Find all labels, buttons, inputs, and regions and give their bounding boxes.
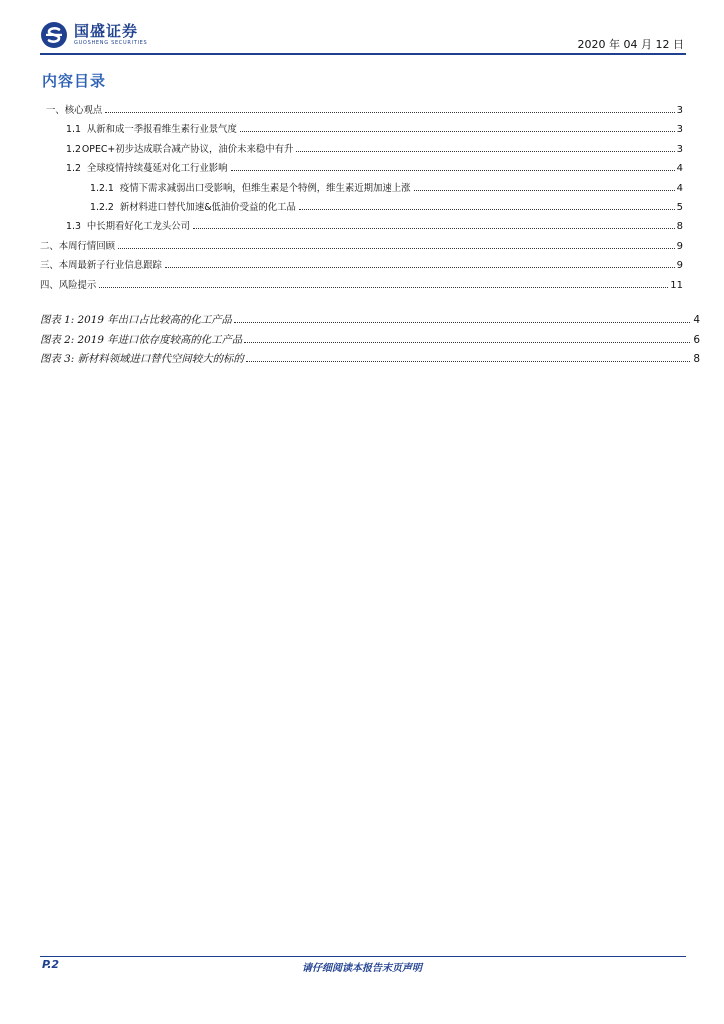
dot-leader xyxy=(414,190,675,191)
dot-leader xyxy=(244,342,690,343)
company-logo xyxy=(40,18,147,52)
dot-leader xyxy=(234,322,690,323)
toc-entry-page: 3 xyxy=(676,143,683,155)
toc-entry[interactable] xyxy=(40,218,683,237)
dot-leader xyxy=(165,267,675,268)
toc-entry-label: 一、核心观点 xyxy=(46,105,103,116)
toc-entry-page: 4 xyxy=(676,163,683,175)
toc-entry-number: 1.1 xyxy=(66,124,81,136)
header-divider xyxy=(40,53,686,55)
toc-entry-page: 5 xyxy=(676,201,683,213)
toc-entry-label: 新材料进口替代加速&低油价受益的化工品 xyxy=(119,201,296,213)
toc-entry[interactable] xyxy=(40,121,683,140)
page-number: P.2 xyxy=(42,958,60,971)
toc-entry-label: OPEC+初步达成联合减产协议，油价未来稳中有升 xyxy=(81,143,294,155)
toc-entry[interactable] xyxy=(40,238,683,257)
figure-entry-label: 图表 1: 2019 年出口占比较高的化工产品 xyxy=(40,314,232,326)
toc-entry-label: 从新和成一季报看维生素行业景气度 xyxy=(86,124,237,136)
toc-entry-label: 三、本周最新子行业信息跟踪 xyxy=(40,260,162,272)
dot-leader xyxy=(105,112,674,113)
dot-leader xyxy=(193,228,675,229)
toc-entry-label: 二、本周行情回顾 xyxy=(40,240,116,252)
disclaimer-note: 请仔细阅读本报告末页声明 xyxy=(302,963,422,974)
figure-entry[interactable] xyxy=(40,350,700,370)
toc-entry-number: 1.2 xyxy=(66,163,81,175)
figure-index xyxy=(40,311,700,370)
logo-mark-icon xyxy=(40,21,68,49)
figure-entry-page: 8 xyxy=(693,353,700,366)
toc-entry-page: 4 xyxy=(676,182,683,194)
footer-divider xyxy=(40,956,686,957)
dot-leader xyxy=(299,209,675,210)
dot-leader xyxy=(246,361,691,362)
toc-entry-page: 9 xyxy=(676,260,683,272)
logo-english-name: GUOSHENG SECURITIES xyxy=(74,40,148,46)
toc-entry[interactable] xyxy=(40,257,683,276)
page-header xyxy=(40,18,686,54)
toc-entry[interactable] xyxy=(40,102,683,121)
toc-entry-number: 1.3 xyxy=(66,221,81,233)
figure-entry-page: 4 xyxy=(693,314,700,326)
toc-entry-page: 11 xyxy=(670,279,683,291)
figure-entry-label: 图表 3: 新材料领域进口替代空间较大的标的 xyxy=(40,353,244,366)
toc-entry[interactable] xyxy=(40,141,683,160)
toc-entry-page: 9 xyxy=(676,240,683,252)
dot-leader xyxy=(99,287,668,288)
table-of-contents xyxy=(40,102,683,296)
dot-leader xyxy=(118,248,675,249)
toc-entry-label: 全球疫情持续蔓延对化工行业影响 xyxy=(86,163,228,175)
dot-leader xyxy=(231,170,675,171)
toc-entry-label: 疫情下需求减弱出口受影响，但维生素是个特例，维生素近期加速上涨 xyxy=(119,182,411,194)
toc-entry-page: 3 xyxy=(676,124,683,136)
toc-entry-number: 1.2 xyxy=(66,143,81,155)
figure-entry[interactable] xyxy=(40,311,700,331)
toc-entry-label: 四、风险提示 xyxy=(40,279,97,291)
figure-entry-page: 6 xyxy=(693,333,700,346)
toc-entry-label: 中长期看好化工龙头公司 xyxy=(86,221,191,233)
dot-leader xyxy=(296,151,674,152)
report-date: 2020 年 04 月 12 日 xyxy=(577,38,684,51)
toc-entry[interactable] xyxy=(40,180,683,199)
logo-chinese-name: 国盛证券 xyxy=(74,22,139,40)
toc-heading: 内容目录 xyxy=(42,72,107,90)
figure-entry[interactable] xyxy=(40,331,700,351)
toc-entry-number: 1.2.1 xyxy=(90,182,114,194)
toc-entry[interactable] xyxy=(40,199,683,218)
toc-entry[interactable] xyxy=(40,160,683,179)
dot-leader xyxy=(240,131,675,132)
toc-entry[interactable] xyxy=(40,277,683,296)
toc-entry-page: 8 xyxy=(676,221,683,233)
figure-entry-label: 图表 2: 2019 年进口依存度较高的化工产品 xyxy=(40,333,243,346)
toc-entry-number: 1.2.2 xyxy=(90,201,114,213)
toc-entry-page: 3 xyxy=(676,105,683,116)
